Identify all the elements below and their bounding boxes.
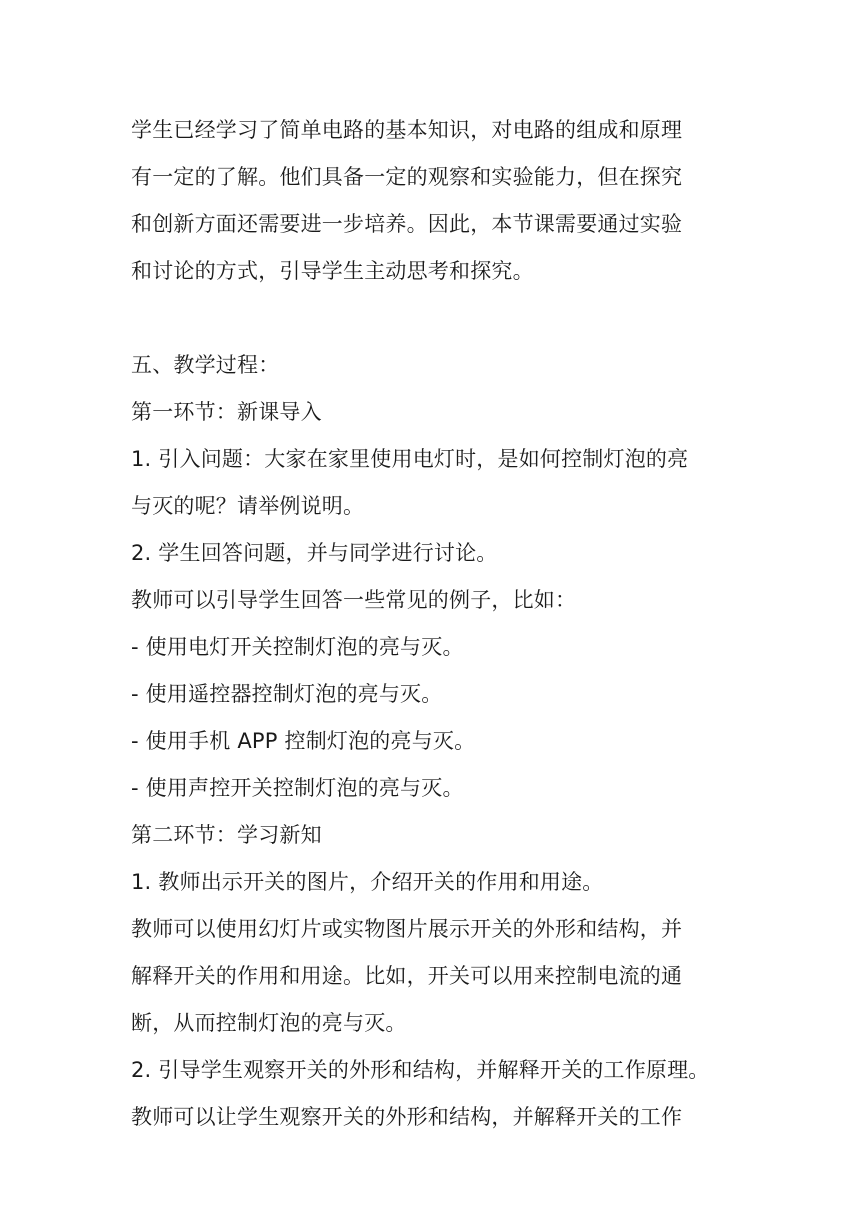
list-item: - 使用手机 APP 控制灯泡的亮与灭。: [131, 729, 476, 753]
text-line: 有一定的了解。他们具备一定的观察和实验能力，但在探究: [131, 165, 683, 189]
list-item: 解释开关的作用和用途。比如，开关可以用来控制电流的通: [131, 964, 683, 988]
section-heading: 五、教学过程：: [131, 353, 280, 377]
list-item: 教师可以使用幻灯片或实物图片展示开关的外形和结构，并: [131, 917, 683, 941]
list-item: 1. 教师出示开关的图片，介绍开关的作用和用途。: [131, 870, 604, 894]
list-item: 与灭的呢？请举例说明。: [131, 494, 365, 518]
text-line: 学生已经学习了简单电路的基本知识，对电路的组成和原理: [131, 118, 683, 142]
list-item: - 使用声控开关控制灯泡的亮与灭。: [131, 776, 464, 800]
part2-list: [131, 859, 756, 1141]
list-item: - 使用遥控器控制灯泡的亮与灭。: [131, 682, 443, 706]
list-item: 断，从而控制灯泡的亮与灭。: [131, 1011, 407, 1035]
blank-line: [131, 295, 756, 342]
text-line: 和创新方面还需要进一步培养。因此，本节课需要通过实验: [131, 212, 683, 236]
list-item: - 使用电灯开关控制灯泡的亮与灭。: [131, 635, 464, 659]
list-item: 教师可以引导学生回答一些常见的例子，比如：: [131, 588, 577, 612]
document-body: [131, 107, 756, 1141]
list-item: 1. 引入问题：大家在家里使用电灯时，是如何控制灯泡的亮: [131, 447, 689, 471]
intro-paragraph: [131, 107, 756, 295]
part1-heading: 第一环节：新课导入: [131, 400, 322, 424]
part2-heading: 第二环节：学习新知: [131, 823, 322, 847]
text-line: 和讨论的方式，引导学生主动思考和探究。: [131, 259, 534, 283]
list-item: 2. 学生回答问题，并与同学进行讨论。: [131, 541, 498, 565]
part1-list: [131, 436, 756, 812]
list-item: 2. 引导学生观察开关的外形和结构，并解释开关的工作原理。: [131, 1058, 710, 1082]
list-item: 教师可以让学生观察开关的外形和结构，并解释开关的工作: [131, 1105, 683, 1129]
